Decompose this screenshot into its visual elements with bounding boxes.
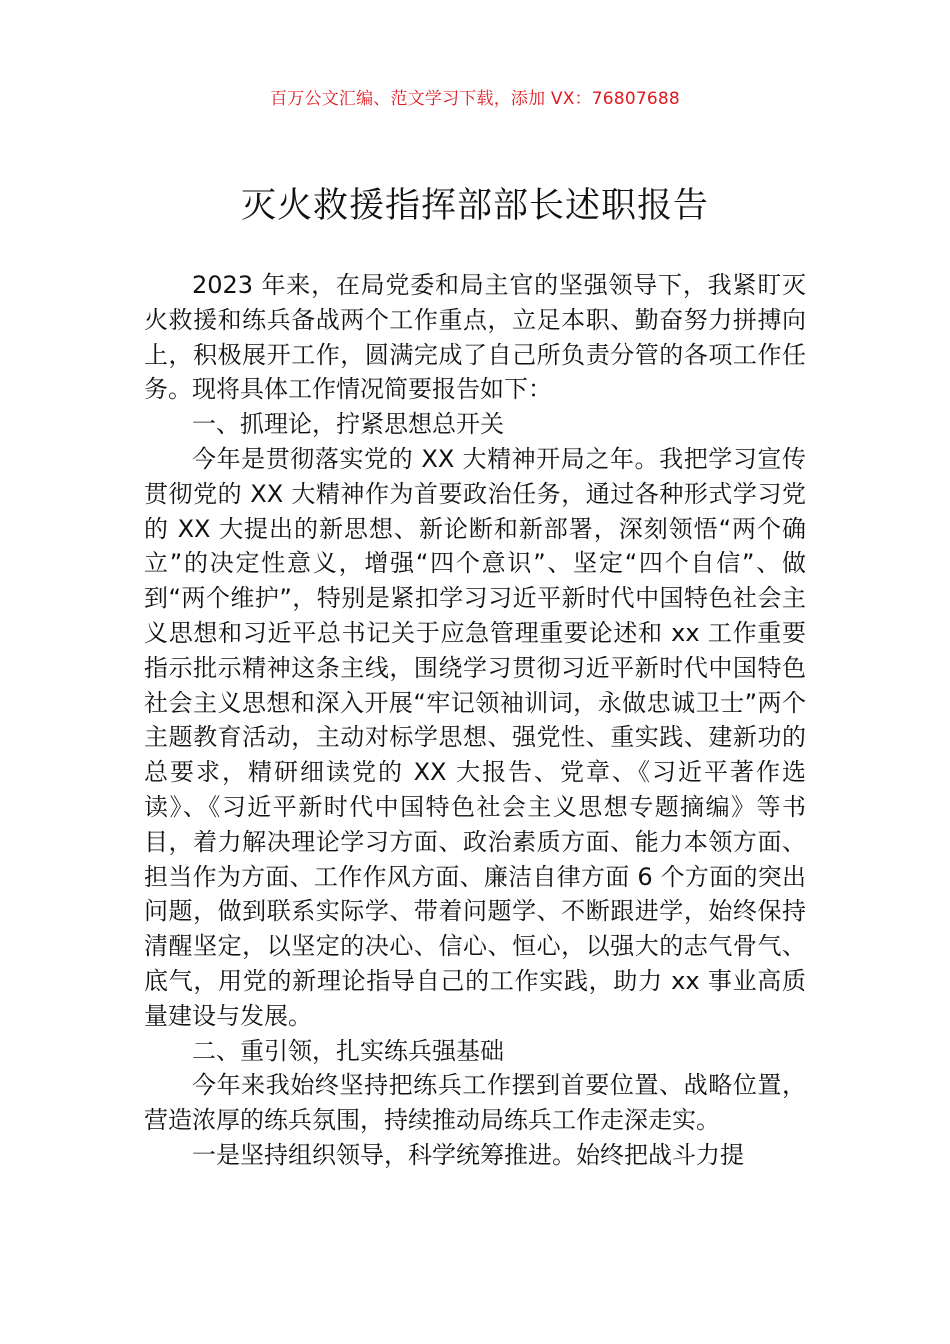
report-body: [144, 268, 806, 1173]
section-2-paragraph: 今年来我始终坚持把练兵工作摆到首要位置、战略位置，营造浓厚的练兵氛围，持续推动局练兵工作走深走实。: [144, 1071, 806, 1135]
page-title: 灭火救援指挥部部长述职报告: [240, 186, 709, 226]
intro-paragraph: 2023 年来，在局党委和局主官的坚强领导下，我紧盯灭火救援和练兵备战两个工作重点，立足本职、勤奋努力拼搏向上，积极展开工作，圆满完成了自己所负责分管的各项工作任务。现将具体工作情况简要报告如下：: [144, 271, 806, 404]
section-heading-2: 二、重引领，扎实练兵强基础: [192, 1036, 504, 1065]
section-heading-1: 一、抓理论，拧紧思想总开关: [192, 410, 504, 439]
section-2-point-1: 一是坚持组织领导，科学统筹推进。始终把战斗力提: [192, 1140, 744, 1169]
promo-banner: 百万公文汇编、范文学习下载，添加 VX：76807688: [270, 89, 680, 109]
section-1-paragraph: 今年是贯彻落实党的 XX 大精神开局之年。我把学习宣传贯彻党的 XX 大精神作为首要政治任务，通过各种形式学习党的 XX 大提出的新思想、新论断和新部署，深刻领悟“两个确立”的决定性意义，增强“四个意识”、坚定“四个自信”、做到“两个维护”，特别是紧扣学习习近平新时代中国特色社会主义思想和习近平总书记关于应急管理重要论述和 xx 工作重要指示批示精神这条主线，围绕学习贯彻习近平新时代中国特色社会主义思想和深入开展“牢记领袖训词，永做忠诚卫士”两个主题教育活动，主动对标学思想、强党性、重实践、建新功的总要求，精研细读党的 XX 大报告、党章、《习近平著作选读》、《习近平新时代中国特色社会主义思想专题摘编》等书目，着力解决理论学习方面、政治素质方面、能力本领方面、担当作为方面、工作作风方面、廉洁自律方面 6 个方面的突出问题，做到联系实际学、带着问题学、不断跟进学，始终保持清醒坚定，以坚定的决心、信心、恒心，以强大的志气骨气、底气，用党的新理论指导自己的工作实践，助力 xx 事业高质量建设与发展。: [144, 444, 806, 1030]
